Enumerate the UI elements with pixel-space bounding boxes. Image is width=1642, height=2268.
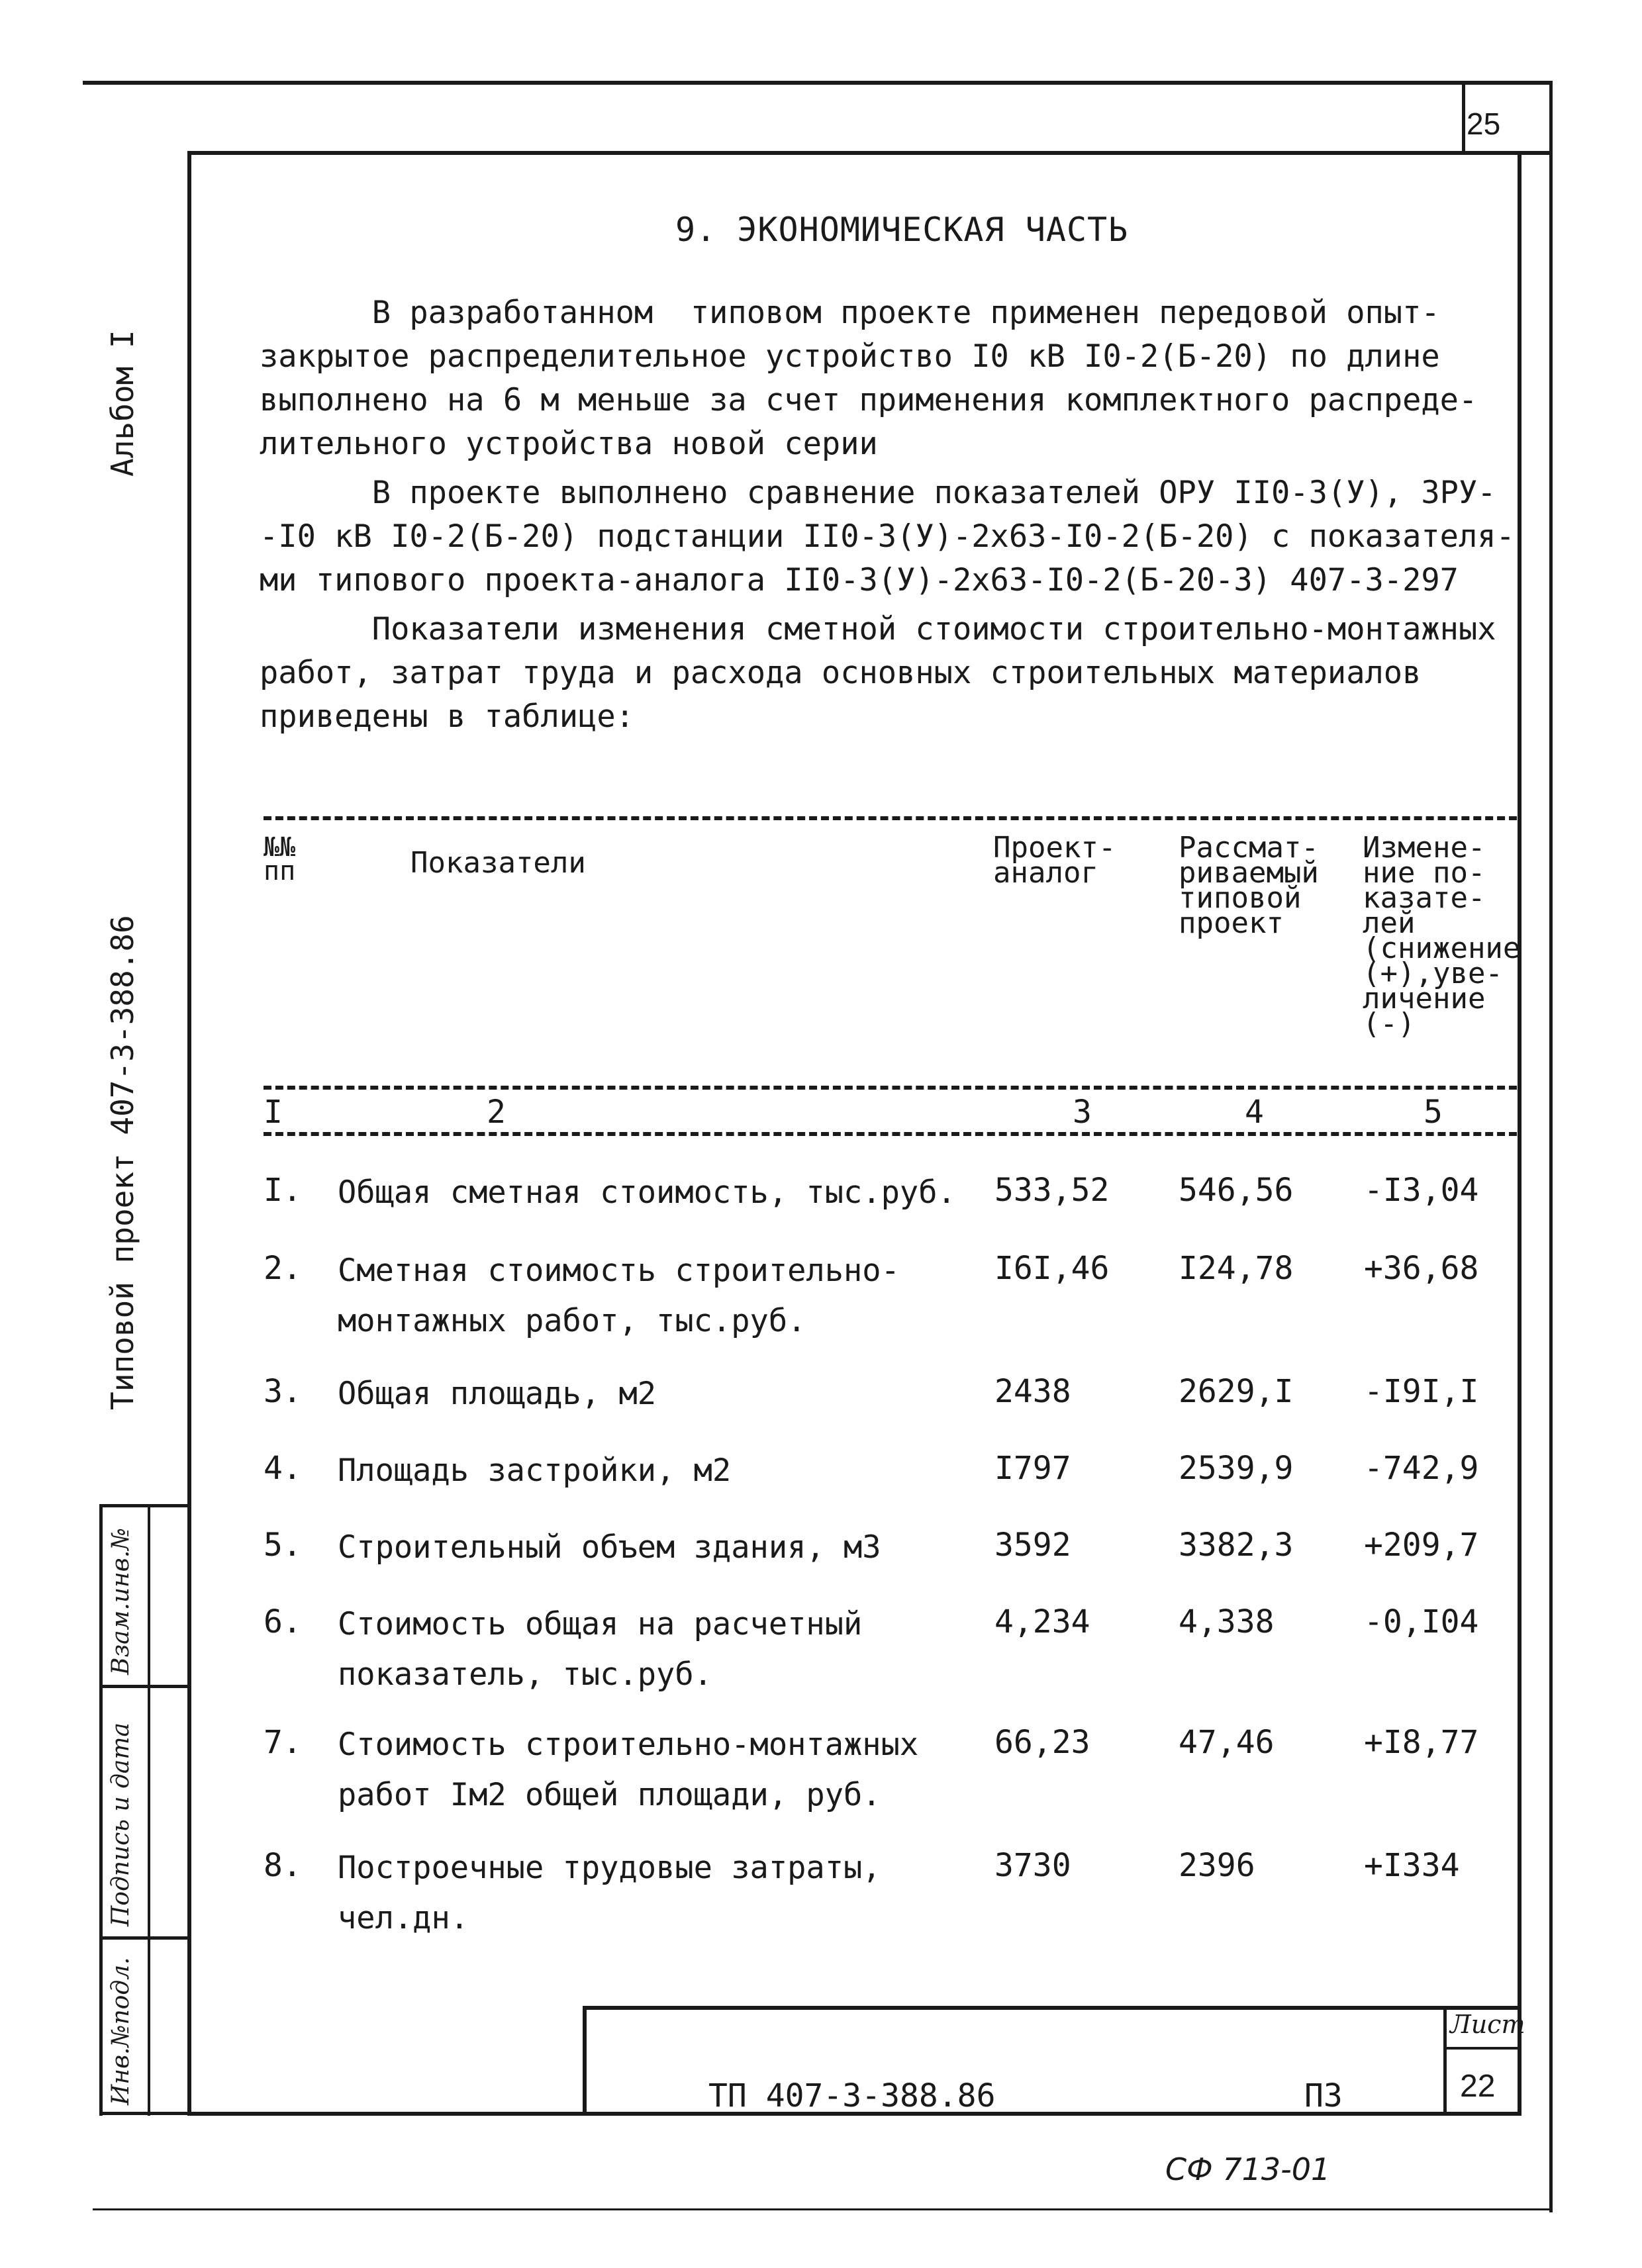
stamp-bottom bbox=[99, 2112, 191, 2115]
row-label bbox=[338, 1446, 1000, 1496]
value-analog: 66,23 bbox=[994, 1724, 1090, 1761]
row-label-line: Строительный объем здания, м3 bbox=[338, 1529, 881, 1566]
row-label bbox=[338, 1599, 1000, 1700]
titleblock-top bbox=[583, 2006, 1518, 2010]
row-label-line: чел.дн. bbox=[338, 1900, 469, 1936]
header-line: (снижение bbox=[1363, 931, 1521, 965]
row-label bbox=[338, 1843, 1000, 1944]
value-change: +I8,77 bbox=[1364, 1724, 1479, 1761]
paragraph-2 bbox=[260, 471, 1515, 602]
inner-frame-right bbox=[1518, 151, 1521, 2116]
sheet-box-divider bbox=[1443, 2047, 1518, 2050]
inner-frame-left bbox=[187, 151, 191, 2116]
text-line: В разработанном типовом проекте применен передовой опыт- bbox=[260, 295, 1440, 331]
value-analog: 2438 bbox=[994, 1373, 1071, 1410]
stamp-vzam-inv: Взам.инв.№ bbox=[107, 1527, 134, 1675]
footer-sheet-label: Лист bbox=[1450, 2010, 1525, 2039]
header-line: Измене- bbox=[1363, 831, 1486, 865]
header-line: ние по- bbox=[1363, 856, 1486, 890]
row-number: 4. bbox=[264, 1450, 302, 1487]
header-line: типовой bbox=[1179, 881, 1302, 915]
colnum-2: 2 bbox=[487, 1094, 506, 1131]
value-change: +36,68 bbox=[1364, 1250, 1479, 1287]
header-indicators: Показатели bbox=[410, 846, 586, 880]
row-label-line: Общая площадь, м2 bbox=[338, 1376, 657, 1412]
colnum-3: 3 bbox=[1073, 1094, 1092, 1131]
row-number: 7. bbox=[264, 1724, 302, 1761]
value-change: -0,I04 bbox=[1364, 1603, 1479, 1640]
value-change: -742,9 bbox=[1364, 1450, 1479, 1487]
project-label: Типовой проект 407-3-388.86 bbox=[105, 915, 140, 1410]
value-change: -I9I,I bbox=[1364, 1373, 1479, 1410]
value-typical: 2629,I bbox=[1179, 1373, 1294, 1410]
top-border bbox=[83, 81, 1553, 85]
value-typical: 2539,9 bbox=[1179, 1450, 1294, 1487]
row-number: 5. bbox=[264, 1527, 302, 1564]
row-label-line: Стоимость строительно-монтажных bbox=[338, 1726, 919, 1763]
text-line: ми типового проекта-аналога II0-3(У)-2х63-I0-2(Б-20-3) 407-3-297 bbox=[260, 562, 1459, 598]
sheet-box-left bbox=[1443, 2006, 1447, 2116]
page-number: 25 bbox=[1467, 107, 1501, 141]
bottom-border bbox=[93, 2208, 1553, 2210]
value-typical: 2396 bbox=[1179, 1847, 1255, 1884]
handwritten-note: СФ 713-01 bbox=[1165, 2151, 1331, 2187]
header-line: Проект- bbox=[993, 831, 1116, 865]
row-number: 8. bbox=[264, 1847, 302, 1884]
stamp-outer-left bbox=[99, 1504, 103, 2116]
row-label-line: Сметная стоимость строительно- bbox=[338, 1252, 900, 1289]
stamp-div-2 bbox=[99, 1936, 191, 1940]
row-label bbox=[338, 1720, 1000, 1820]
text-line: лительного устройства новой серии bbox=[260, 426, 878, 462]
header-change bbox=[1363, 831, 1521, 1041]
row-number: I. bbox=[264, 1172, 302, 1209]
header-number bbox=[264, 832, 296, 886]
header-number-line: пп bbox=[264, 856, 296, 886]
section-title: 9. ЭКОНОМИЧЕСКАЯ ЧАСТЬ bbox=[675, 211, 1129, 249]
album-label: Альбом I bbox=[105, 330, 140, 477]
paragraph-1 bbox=[260, 291, 1498, 466]
header-line: (+),уве- bbox=[1363, 957, 1503, 990]
text-line: закрытое распределительное устройство I0 кВ I0-2(Б-20) по длине bbox=[260, 338, 1440, 375]
row-label-line: работ Iм2 общей площади, руб. bbox=[338, 1777, 881, 1813]
header-typical bbox=[1179, 831, 1319, 940]
footer-section: ПЗ bbox=[1304, 2077, 1343, 2114]
row-label-line: Построечные трудовые затраты, bbox=[338, 1850, 881, 1886]
text-line: работ, затрат труда и расхода основных строительных материалов bbox=[260, 655, 1422, 691]
value-analog: I6I,46 bbox=[994, 1250, 1110, 1287]
colnum-5: 5 bbox=[1424, 1094, 1443, 1131]
colnum-4: 4 bbox=[1245, 1094, 1264, 1131]
table-rule-colnum-bottom bbox=[264, 1132, 1517, 1136]
table-rule-header-bottom bbox=[264, 1086, 1517, 1090]
stamp-div-1 bbox=[99, 1685, 191, 1688]
row-label bbox=[338, 1168, 1000, 1218]
page-number-box-left bbox=[1462, 81, 1465, 154]
header-line: личение bbox=[1363, 982, 1486, 1016]
row-number: 2. bbox=[264, 1250, 302, 1287]
text-line: выполнено на 6 м меньше за счет применения комплектного распреде- bbox=[260, 382, 1478, 418]
value-analog: 4,234 bbox=[994, 1603, 1090, 1640]
header-line: Рассмат- bbox=[1179, 831, 1319, 865]
value-typical: 3382,3 bbox=[1179, 1527, 1294, 1564]
value-change: +209,7 bbox=[1364, 1527, 1479, 1564]
row-label-line: Площадь застройки, м2 bbox=[338, 1452, 732, 1489]
text-line: приведены в таблице: bbox=[260, 698, 634, 735]
stamp-inv-orig: Инв.№подл. bbox=[107, 1957, 134, 2105]
row-label-line: показатель, тыс.руб. bbox=[338, 1656, 712, 1693]
header-line: лей bbox=[1363, 906, 1416, 940]
value-analog: I797 bbox=[994, 1450, 1071, 1487]
text-line: -I0 кВ I0-2(Б-20) подстанции II0-3(У)-2х63-I0-2(Б-20) с показателя- bbox=[260, 518, 1515, 555]
footer-project-code: ТП 407-3-388.86 bbox=[708, 2077, 996, 2114]
header-line: аналог bbox=[993, 856, 1098, 890]
value-change: +I334 bbox=[1364, 1847, 1460, 1884]
row-label-line: монтажных работ, тыс.руб. bbox=[338, 1303, 806, 1339]
value-typical: I24,78 bbox=[1179, 1250, 1294, 1287]
paragraph-3 bbox=[260, 608, 1498, 739]
value-typical: 546,56 bbox=[1179, 1172, 1294, 1209]
colnum-1: I bbox=[264, 1094, 283, 1131]
stamp-sign-date: Подпись и дата bbox=[107, 1723, 134, 1926]
row-number: 6. bbox=[264, 1603, 302, 1640]
header-line: (-) bbox=[1363, 1007, 1416, 1041]
footer-sheet-number: 22 bbox=[1460, 2069, 1496, 2104]
value-change: -I3,04 bbox=[1364, 1172, 1479, 1209]
row-label-line: Стоимость общая на расчетный bbox=[338, 1606, 863, 1642]
value-analog: 533,52 bbox=[994, 1172, 1110, 1209]
titleblock-left bbox=[583, 2006, 587, 2116]
header-line: проект bbox=[1179, 906, 1284, 940]
value-analog: 3592 bbox=[994, 1527, 1071, 1564]
stamp-mid bbox=[148, 1504, 150, 2116]
text-line: В проекте выполнено сравнение показателей ОРУ II0-3(У), ЗРУ- bbox=[260, 475, 1496, 511]
outer-frame-right bbox=[1549, 81, 1553, 2212]
value-typical: 4,338 bbox=[1179, 1603, 1275, 1640]
header-line: риваемый bbox=[1179, 856, 1319, 890]
value-typical: 47,46 bbox=[1179, 1724, 1275, 1761]
text-line: Показатели изменения сметной стоимости строительно-монтажных bbox=[260, 611, 1496, 647]
row-label-line: Общая сметная стоимость, тыс.руб. bbox=[338, 1174, 956, 1211]
row-number: 3. bbox=[264, 1373, 302, 1410]
header-number-line: №№ bbox=[264, 832, 296, 863]
value-analog: 3730 bbox=[994, 1847, 1071, 1884]
table-rule-top bbox=[264, 816, 1517, 820]
row-label bbox=[338, 1369, 1000, 1419]
header-analog bbox=[993, 831, 1116, 890]
row-label bbox=[338, 1523, 1000, 1573]
stamp-top bbox=[99, 1504, 191, 1507]
inner-frame-top bbox=[189, 151, 1553, 155]
row-label bbox=[338, 1246, 1000, 1347]
header-line: казате- bbox=[1363, 881, 1486, 915]
